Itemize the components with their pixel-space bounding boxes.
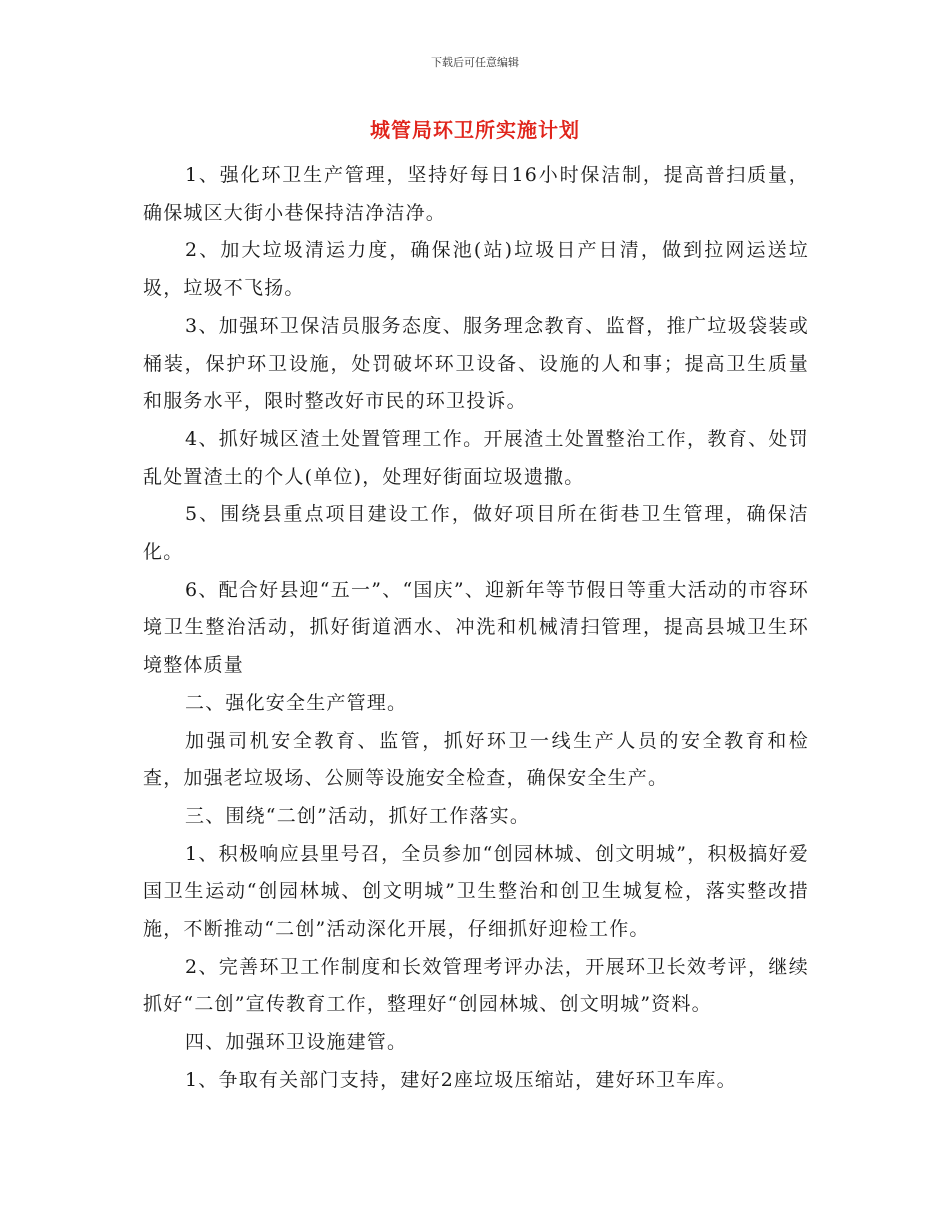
section-heading: 四、加强环卫设施建管。	[185, 1031, 408, 1054]
paragraph: 1、积极响应县里号召，全员参加“创园林城、创文明城”，积极搞好爱国卫生运动“创园林城、创文明城”卫生整治和创卫生城复检，落实整改措施，不断推动“二创”活动深化开展，仔细抓好迎检工作。	[143, 842, 809, 941]
paragraph: 6、配合好县迎“五一”、“国庆”、迎新年等节假日等重大活动的市容环境卫生整治活动，抓好街道洒水、冲洗和机械清扫管理，提高县城卫生环境整体质量	[143, 578, 809, 677]
document-title: 城管局环卫所实施计划	[370, 118, 580, 142]
paragraph: 3、加强环卫保洁员服务态度、服务理念教育、监督，推广垃圾袋装或桶装，保护环卫设施，处罚破坏环卫设备、设施的人和事；提高卫生质量和服务水平，限时整改好市民的环卫投诉。	[143, 314, 809, 413]
paragraph: 1、强化环卫生产管理，坚持好每日16小时保洁制，提高普扫质量，确保城区大街小巷保持洁净洁净。	[143, 164, 809, 224]
section-heading: 二、强化安全生产管理。	[185, 691, 408, 714]
paragraph: 加强司机安全教育、监管，抓好环卫一线生产人员的安全教育和检查，加强老垃圾场、公厕等设施安全检查，确保安全生产。	[143, 729, 809, 790]
header-note: 下载后可任意编辑	[431, 56, 519, 69]
document-body	[143, 157, 809, 1100]
paragraph: 5、围绕县重点项目建设工作，做好项目所在街巷卫生管理，确保洁化。	[143, 503, 809, 564]
paragraph: 4、抓好城区渣土处置管理工作。开展渣土处置整治工作，教育、处罚乱处置渣土的个人(单位)，处理好街面垃圾遗撒。	[143, 427, 809, 488]
section-heading: 三、围绕“二创”活动，抓好工作落实。	[185, 804, 531, 827]
paragraph: 1、争取有关部门支持，建好2座垃圾压缩站，建好环卫车库。	[185, 1068, 737, 1091]
paragraph: 2、完善环卫工作制度和长效管理考评办法，开展环卫长效考评，继续抓好“二创”宣传教育工作，整理好“创园林城、创文明城”资料。	[143, 955, 809, 1016]
paragraph: 2、加大垃圾清运力度，确保池(站)垃圾日产日清，做到拉网运送垃圾，垃圾不飞扬。	[143, 239, 809, 300]
